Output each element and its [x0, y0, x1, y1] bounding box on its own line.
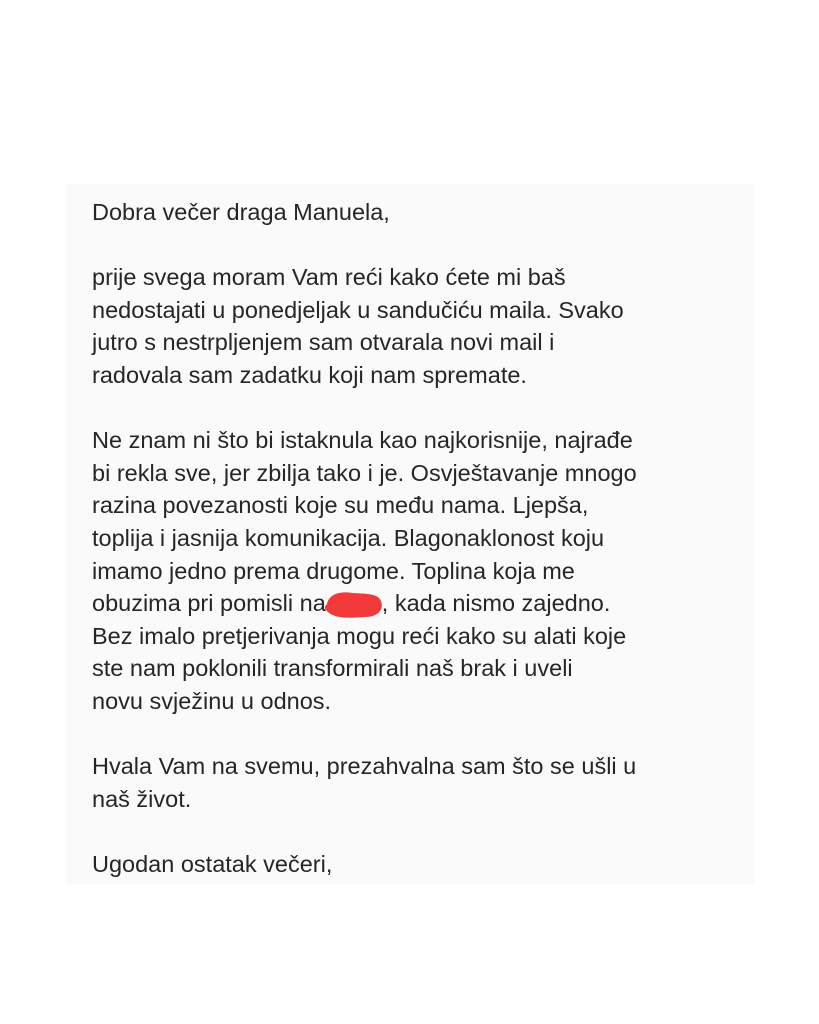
paragraph-2-line-7: Bez imalo pretjerivanja mogu reći kako su alati koje: [92, 622, 627, 649]
paragraph-1-line-2: nedostajati u ponedjeljak u sandučiću maila. Svako: [92, 296, 624, 323]
paragraph-gap: [92, 815, 742, 848]
paragraph-gap: [92, 718, 742, 751]
message-card: [66, 184, 754, 884]
closing: Ugodan ostatak večeri,: [92, 850, 333, 877]
paragraph-3-line-2: naš život.: [92, 785, 192, 812]
paragraph-gap: [92, 392, 742, 425]
paragraph-2-line-2: bi rekla sve, jer zbilja tako i je. Osvještavanje mnogo: [92, 459, 637, 486]
paragraph-2-line-4: toplija i jasnija komunikacija. Blagonaklonost koju: [92, 524, 605, 551]
paragraph-1-line-4: radovala sam zadatku koji nam spremate.: [92, 361, 527, 388]
paragraph-1-line-3: jutro s nestrpljenjem sam otvarala novi mail i: [92, 329, 555, 356]
redacted-line-end: , kada nismo zajedno.: [381, 590, 611, 617]
paragraph-1-line-1: prije svega moram Vam reći kako ćete mi baš: [92, 264, 566, 291]
red-redaction-scribble: [326, 592, 382, 614]
paragraph-2-line-9: novu svježinu u odnos.: [92, 687, 332, 714]
message-body: [92, 196, 742, 880]
paragraph-2-line-3: razina povezanosti koje su među nama. Ljepša,: [92, 492, 589, 519]
redacted-line-start: obuzima pri pomisli na: [92, 590, 326, 617]
paragraph-gap: [92, 229, 742, 262]
paragraph-2-line-8: ste nam poklonili transformirali naš brak i uveli: [92, 655, 573, 682]
paragraph-2-line-1: Ne znam ni što bi istaknula kao najkorisnije, najrađe: [92, 427, 633, 454]
greeting: Dobra večer draga Manuela,: [92, 199, 390, 225]
paragraph-3-line-1: Hvala Vam na svemu, prezahvalna sam što se ušli u: [92, 753, 637, 780]
redacted-line: [92, 587, 742, 620]
paragraph-2-line-5: imamo jedno prema drugome. Toplina koja me: [92, 557, 575, 584]
